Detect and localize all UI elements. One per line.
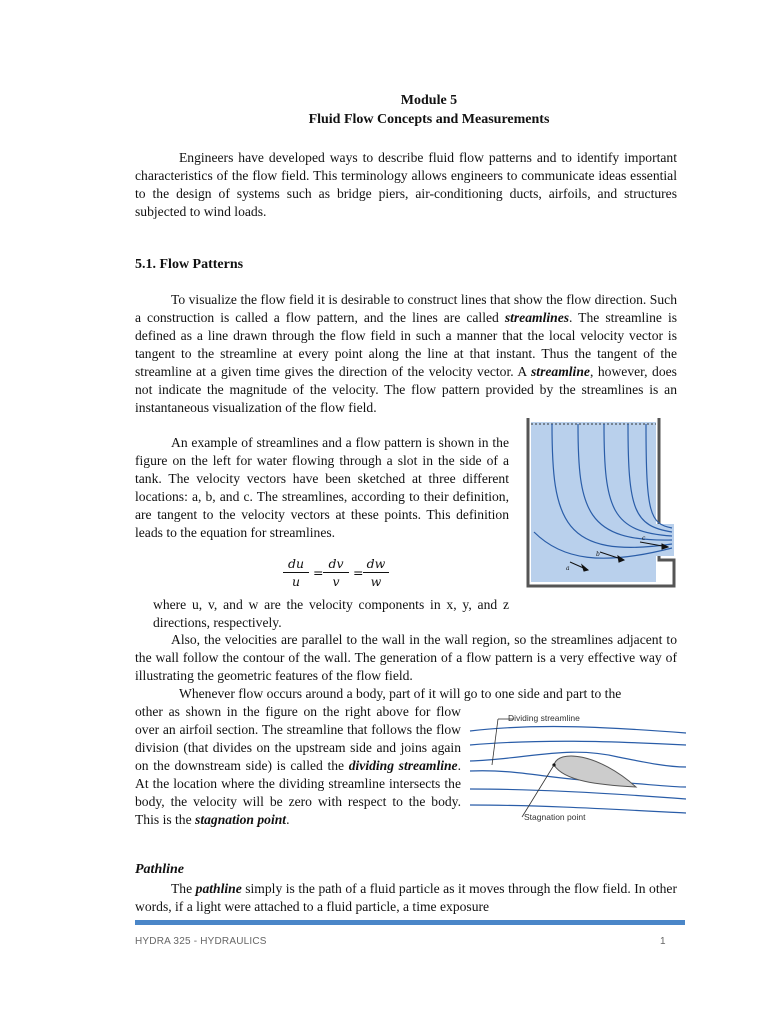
term-streamlines: streamlines — [504, 310, 570, 325]
footer-course: HYDRA 325 - HYDRAULICS — [135, 936, 267, 947]
term-dividing-streamline: dividing streamline — [348, 758, 458, 773]
intro-paragraph: Engineers have developed ways to describe fluid flow patterns and to identify important characteristics of the flow field. This terminology allows engineers to communicate ideas essential to the design of systems such as bridge piers, air-conditioning ducts, airfoils, and structures subjected to wind loads. — [135, 150, 677, 219]
footer-accent-bar — [135, 920, 685, 925]
flow-patterns-paragraph-5: other as shown in the figure on the right above for flow over an airfoil section. The streamline that follows the flow division (that divides on the upstream side and joins again on the downstream side) is called the dividing streamline. At the location where the dividing streamline intersects the body, the velocity will be zero with respect to the body. This is the stagnation point. — [135, 704, 461, 827]
section-heading: 5.1. Flow Patterns — [135, 257, 244, 272]
flow-patterns-paragraph-2: An example of streamlines and a flow pattern is shown in the figure on the left for water flowing through a slot in the side of a tank. The velocity vectors have been sketched at three different locations: a, b, and c. The streamlines, according to their definition, are tangent to the velocity vectors at these points. This definition leads to the equation for streamlines. — [135, 435, 509, 540]
module-title: Fluid Flow Concepts and Measurements — [308, 112, 550, 127]
tank-slot-flow-figure — [522, 410, 680, 594]
label-c: c — [642, 535, 646, 542]
label-dividing-streamline: Dividing streamline — [508, 713, 580, 723]
label-a: a — [566, 565, 570, 572]
term-pathline: pathline — [195, 881, 242, 896]
module-number: Module 5 — [400, 93, 458, 108]
label-b: b — [596, 551, 600, 558]
term-stagnation-point: stagnation point — [195, 812, 287, 827]
term-streamline: streamline — [531, 364, 590, 379]
airfoil-flow-figure — [468, 705, 688, 835]
label-stagnation-point: Stagnation point — [524, 812, 586, 822]
flow-patterns-paragraph-4: Also, the velocities are parallel to the wall in the wall region, so the streamlines adjacent to the wall follow the contour of the wall. The generation of a flow pattern is a very effective way of illustrating the geometric features of the flow field. — [135, 632, 677, 683]
pathline-paragraph: The pathline simply is the path of a fluid particle as it moves through the flow field. In other words, if a light were attached to a fluid particle, a time exposure — [135, 881, 677, 914]
velocity-components-note: where u, v, and w are the velocity components in x, y, and z directions, respectively. — [153, 597, 509, 630]
flow-patterns-paragraph-5-first: Whenever flow occurs around a body, part of it will go to one side and part to the — [179, 686, 622, 701]
streamline-equation: $\frac{du}{u}$ = $\frac{dv}{v}$ = $\frac{dw}{w}$ — [283, 556, 393, 596]
airfoil-body — [554, 756, 636, 787]
footer-page-number: 1 — [660, 936, 666, 947]
flow-patterns-paragraph-1: To visualize the flow field it is desirable to construct lines that show the flow direction. Such a construction is called a flow pattern, and the lines are called streamlines. The streamline is defined as a line drawn through the flow field in such a manner that the local velocity vector is tangent to the streamline at every point along the line at that instant. Thus the tangent of the streamline at a given time gives the direction of the velocity vector. A streamline, however, does not indicate the magnitude of the velocity. The flow pattern provided by the streamlines is an instantaneous visualization of the flow field. — [135, 292, 678, 415]
pathline-heading: Pathline — [135, 862, 185, 877]
